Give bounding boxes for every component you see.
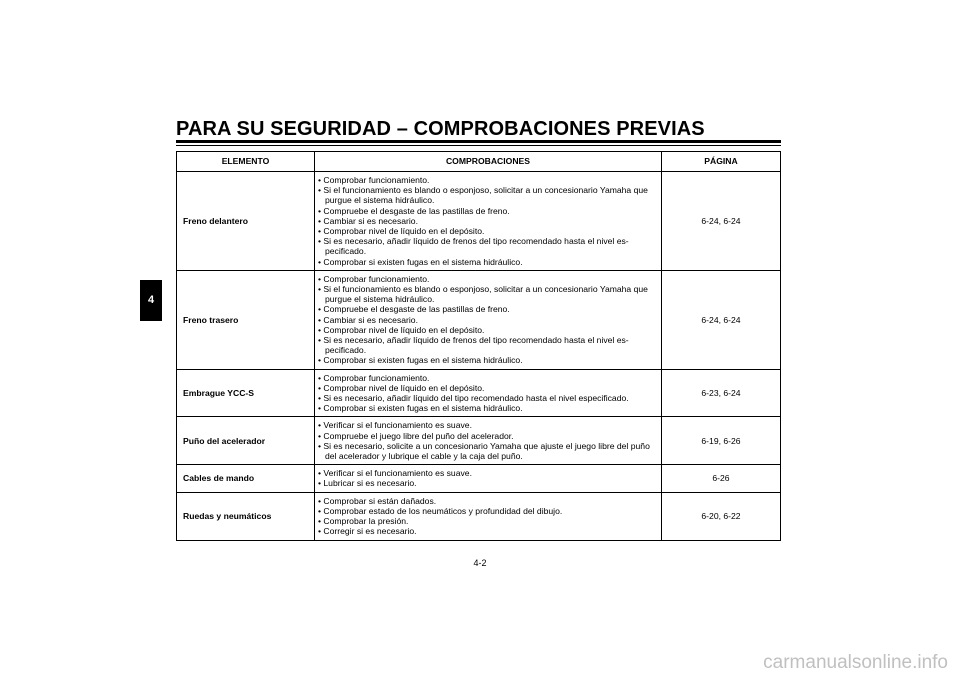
row-item: Freno delantero	[177, 172, 315, 271]
check-item: • Cambiar si es necesario.	[318, 215, 418, 226]
title-rule-thick	[176, 140, 781, 143]
row-page-ref: 6-19, 6-26	[662, 417, 781, 465]
row-item: Puño del acelerador	[177, 417, 315, 465]
column-header-checks: COMPROBACIONES	[315, 152, 662, 172]
page-title: PARA SU SEGURIDAD – COMPROBACIONES PREVIAS	[176, 118, 705, 140]
check-list	[318, 175, 657, 267]
check-item: • Comprobar nivel de líquido en el depósito.	[318, 226, 485, 237]
table-row	[177, 465, 781, 492]
check-item: • Compruebe el juego libre del puño del acelerador.	[318, 430, 514, 441]
check-list	[318, 274, 657, 366]
check-list	[318, 468, 657, 488]
chapter-tab: 4	[140, 280, 162, 321]
check-item: • Comprobar nivel de líquido en el depósito.	[318, 324, 485, 335]
row-page-ref: 6-20, 6-22	[662, 492, 781, 540]
check-item: • Comprobar funcionamiento.	[318, 175, 430, 185]
table-row	[177, 172, 781, 271]
row-item: Embrague YCC-S	[177, 369, 315, 417]
check-list	[318, 420, 657, 461]
row-item: Freno trasero	[177, 270, 315, 369]
check-item: • Si es necesario, añadir líquido del tipo recomendado hasta el nivel especificado.	[318, 393, 629, 404]
check-item: • Si es necesario, solicite a un concesionario Yamaha que ajuste el juego libre del puño del acelerador y lubrique el cable y la caja del puño.	[318, 440, 650, 462]
row-checks	[315, 465, 662, 492]
check-item: • Comprobar si existen fugas en el sistema hidráulico.	[318, 355, 523, 366]
table-row	[177, 417, 781, 465]
watermark: carmanualsonline.info	[763, 652, 948, 673]
check-item: • Verificar si el funcionamiento es suave.	[318, 420, 472, 431]
table-row	[177, 492, 781, 540]
row-item: Cables de mando	[177, 465, 315, 492]
check-item: • Comprobar la presión.	[318, 516, 409, 527]
check-item: • Cambiar si es necesario.	[318, 314, 418, 325]
check-list	[318, 373, 657, 414]
check-item: • Comprobar funcionamiento.	[318, 273, 430, 284]
check-item: • Si el funcionamiento es blando o esponjoso, solicitar a un concesionario Yamaha que purgue el sistema hidráulico.	[318, 284, 648, 305]
row-page-ref: 6-24, 6-24	[662, 270, 781, 369]
row-checks	[315, 492, 662, 540]
table-row	[177, 369, 781, 417]
row-checks	[315, 369, 662, 417]
row-page-ref: 6-23, 6-24	[662, 369, 781, 417]
row-checks	[315, 172, 662, 271]
table-header-row	[177, 152, 781, 172]
check-item: • Verificar si el funcionamiento es suave.	[318, 468, 472, 479]
page-number: 4-2	[473, 558, 487, 568]
row-item: Ruedas y neumáticos	[177, 492, 315, 540]
check-item: • Comprobar funcionamiento.	[318, 372, 430, 383]
table-body	[177, 172, 781, 541]
table-row	[177, 270, 781, 369]
title-rule-thin	[176, 145, 781, 146]
check-item: • Lubricar si es necesario.	[318, 478, 417, 489]
column-header-page: PÁGINA	[662, 152, 781, 172]
check-item: • Comprobar si existen fugas en el sistema hidráulico.	[318, 256, 523, 267]
pre-operation-checklist-table	[176, 151, 781, 541]
check-item: • Compruebe el desgaste de las pastillas de freno.	[318, 205, 510, 216]
check-item: • Corregir si es necesario.	[318, 526, 417, 537]
check-item: • Compruebe el desgaste de las pastillas de freno.	[318, 304, 510, 315]
row-checks	[315, 270, 662, 369]
check-item: • Comprobar si existen fugas en el sistema hidráulico.	[318, 403, 523, 414]
check-list	[318, 496, 657, 537]
check-item: • Comprobar si están dañados.	[318, 495, 437, 506]
check-item: • Si es necesario, añadir líquido de frenos del tipo recomendado hasta el nivel es-pecificado.	[318, 335, 629, 356]
row-page-ref: 6-26	[662, 465, 781, 492]
check-item: • Comprobar estado de los neumáticos y profundidad del dibujo.	[318, 505, 563, 516]
column-header-element: ELEMENTO	[177, 152, 315, 172]
check-item: • Si el funcionamiento es blando o esponjoso, solicitar a un concesionario Yamaha que purgue el sistema hidráulico.	[318, 185, 648, 206]
check-item: • Si es necesario, añadir líquido de frenos del tipo recomendado hasta el nivel es-pecificado.	[318, 236, 629, 257]
row-page-ref: 6-24, 6-24	[662, 172, 781, 271]
check-item: • Comprobar nivel de líquido en el depósito.	[318, 382, 485, 393]
row-checks	[315, 417, 662, 465]
